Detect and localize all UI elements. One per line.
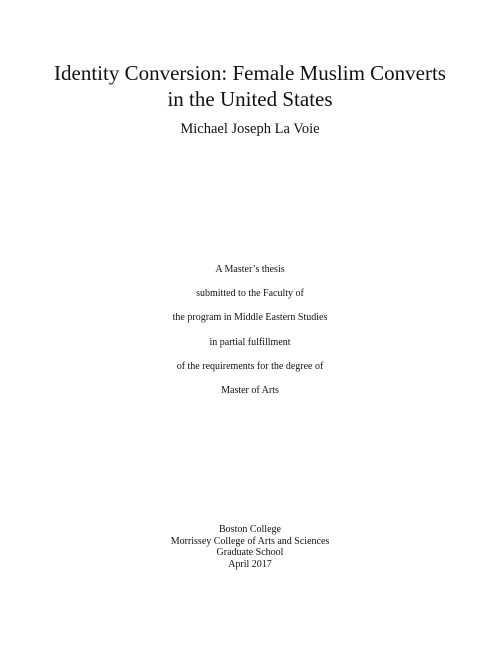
submission-line: submitted to the Faculty of [196, 288, 304, 300]
submission-line: the program in Middle Eastern Studies [172, 312, 328, 324]
author-name: Michael Joseph La Voie [180, 121, 320, 137]
institution-line: Graduate School [216, 547, 284, 558]
institution-line: April 2017 [228, 558, 272, 570]
submission-line: Master of Arts [221, 384, 279, 396]
thesis-title [0, 60, 500, 112]
submission-line: in partial fulfillment [209, 336, 291, 348]
submission-line: of the requirements for the degree of [176, 360, 324, 372]
thesis-title-line: in the United States [167, 87, 333, 111]
institution-line: Morrissey College of Arts and Sciences [170, 535, 330, 547]
submission-line: A Master’s thesis [215, 264, 285, 275]
institution-line: Boston College [219, 524, 281, 535]
submission-statement [0, 263, 500, 408]
thesis-title-line: Identity Conversion: Female Muslim Converts [54, 61, 446, 85]
institution-block [0, 524, 500, 570]
